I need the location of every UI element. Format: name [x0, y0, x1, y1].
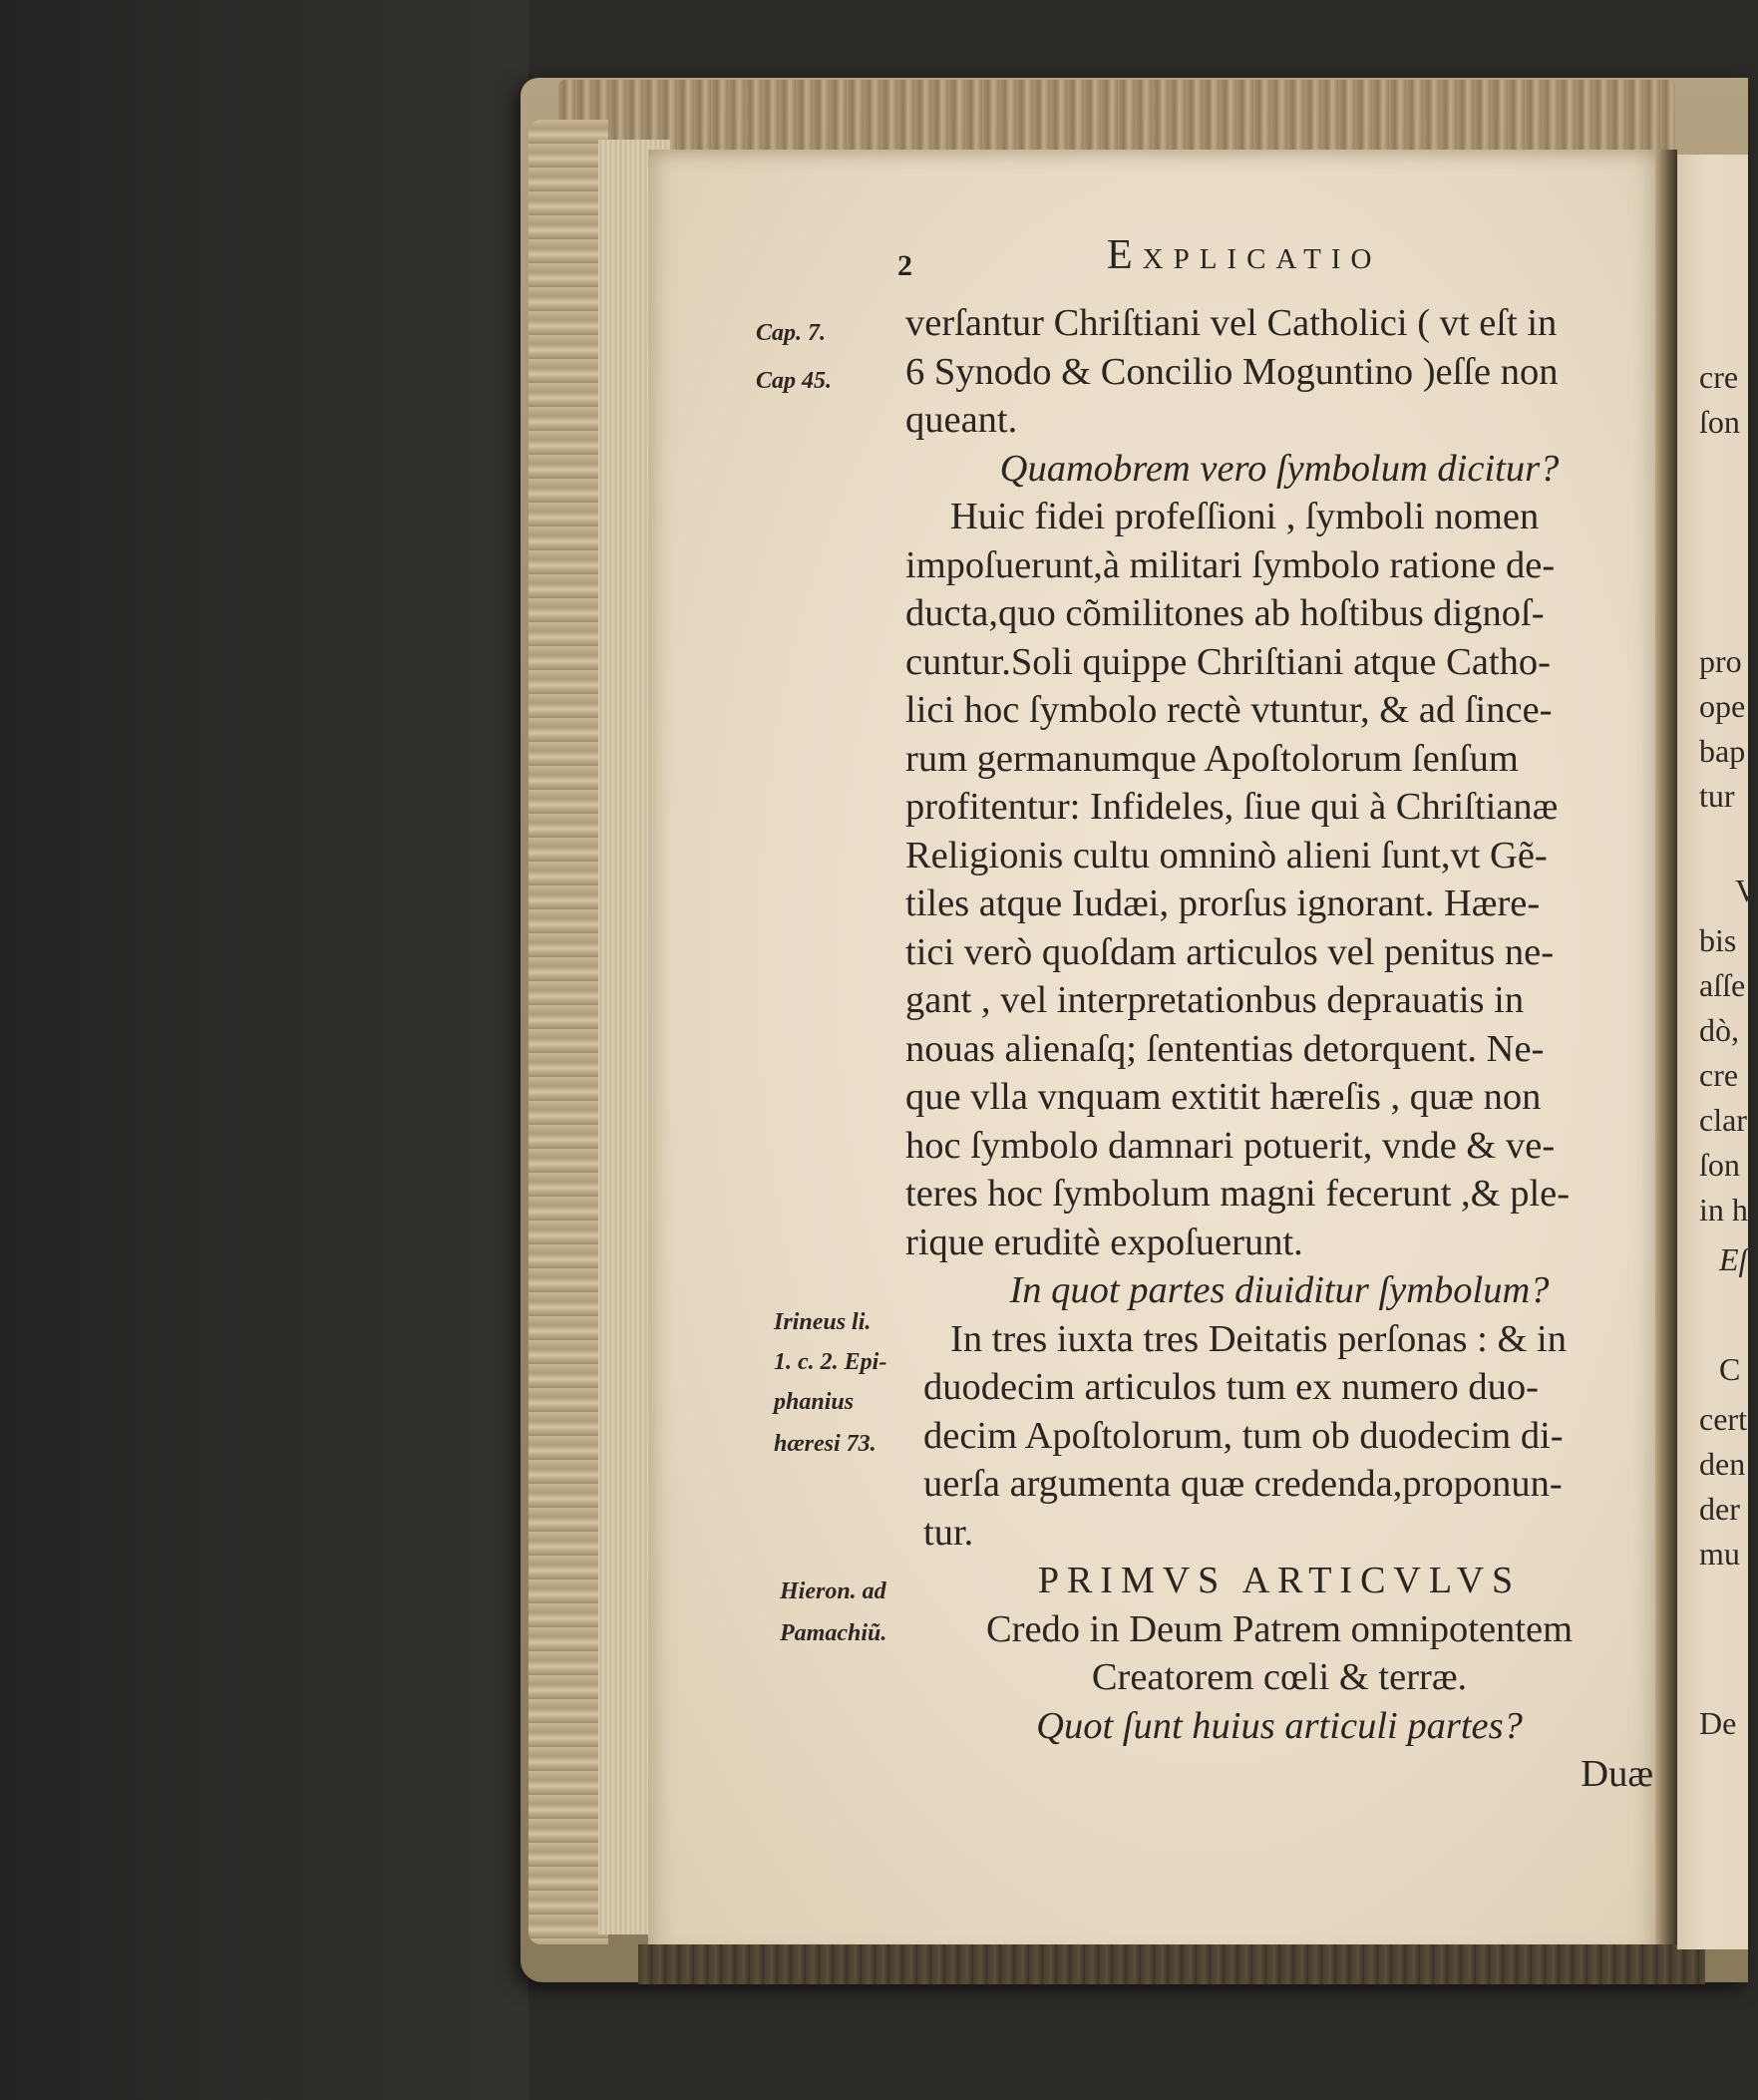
margin-note: Pamachiũ.	[780, 1620, 887, 1646]
text-line: rique eruditè expoſuerunt.	[905, 1221, 1303, 1263]
facing-page-text: cre	[1699, 359, 1739, 395]
facing-page-text: bis	[1699, 922, 1737, 958]
book-spine-edge	[528, 120, 608, 1944]
text-line: Huic fidei profeſſioni , ſymboli nomen	[950, 496, 1540, 537]
text-line: cuntur.Soli quippe Chriſtiani atque Catho-	[905, 640, 1551, 683]
facing-page-text: ſon	[1699, 404, 1740, 440]
question-heading: Quamobrem vero ſymbolum dicitur?	[999, 447, 1560, 490]
right-page-fragment	[1677, 155, 1758, 1949]
margin-note: Hieron. ad	[780, 1578, 886, 1604]
facing-page-text: V	[1735, 873, 1758, 908]
facing-page-text: in h	[1699, 1192, 1748, 1227]
facing-page-text: pro	[1699, 643, 1742, 679]
text-line: nouas alienaſq; ſententias detorquent. Ne-	[905, 1027, 1545, 1070]
facing-page-text: De	[1699, 1705, 1737, 1741]
facing-page-text: C	[1719, 1351, 1741, 1387]
text-line: gant , vel interpretationbus deprauatis in	[905, 979, 1525, 1021]
text-line: teres hoc ſymbolum magni fecerunt ,& ple-	[905, 1173, 1571, 1215]
text-line: decim Apoſtolorum, tum ob duodecim di-	[923, 1414, 1564, 1457]
text-line: Religionis cultu omninò alieni ſunt,vt Gẽ-	[905, 834, 1548, 876]
text-line: queant.	[905, 399, 1018, 441]
margin-note: Irineus li.	[774, 1309, 872, 1335]
facing-page-text: ope	[1699, 688, 1746, 724]
text-line: duodecim articulos tum ex numero duo-	[923, 1366, 1539, 1408]
facing-page-text: ſon	[1699, 1147, 1740, 1183]
creed-line: Creatorem cœli & terræ.	[1091, 1656, 1468, 1698]
text-line: lici hoc ſymbolo rectè vtuntur, & ad ſince-	[905, 689, 1553, 731]
text-line: tiles atque Iudæi, prorſus ignorant. Hære-	[905, 882, 1541, 924]
facing-page-text: bap	[1699, 733, 1746, 769]
facing-page-text: clar	[1699, 1102, 1747, 1138]
margin-note: hæresi 73.	[774, 1431, 877, 1457]
text-line: hoc ſymbolo damnari potuerit, vnde & ve-	[905, 1124, 1556, 1167]
text-line: impoſuerunt,à militari ſymbolo ratione de-	[905, 543, 1556, 586]
article-heading: PRIMVS ARTICVLVS	[1037, 1560, 1522, 1601]
text-line: que vlla vnquam extitit hæreſis , quæ non	[905, 1076, 1542, 1118]
facing-page-text: tur	[1699, 778, 1735, 814]
creed-line: Credo in Deum Patrem omnipotentem	[985, 1607, 1574, 1650]
book-gutter	[1655, 150, 1677, 1959]
book-bottom-edge	[638, 1944, 1705, 1984]
facing-page-text: cert	[1699, 1401, 1747, 1437]
page-number: 2	[897, 249, 912, 282]
text-line: In tres iuxta tres Deitatis perſonas : & in	[950, 1317, 1567, 1360]
margin-note: Cap. 7.	[756, 320, 827, 346]
text-line: 6 Synodo & Concilio Moguntino )eſſe non	[905, 350, 1559, 393]
text-line: uerſa argumenta quæ credenda,proponun-	[923, 1463, 1563, 1505]
catchword: Duæ	[1581, 1753, 1653, 1795]
table-background	[0, 0, 528, 2100]
facing-page-text: mu	[1699, 1536, 1740, 1572]
margin-note: phanius	[774, 1389, 855, 1415]
text-line: tur.	[923, 1511, 974, 1554]
facing-page-text: dò,	[1699, 1012, 1739, 1048]
facing-page-text: aſſe	[1699, 967, 1746, 1003]
facing-page-text: der	[1699, 1491, 1740, 1527]
book-top-edge	[558, 80, 1675, 150]
facing-page-text: Eſ	[1719, 1241, 1748, 1277]
text-line: rum germanumque Apoſtolorum ſenſum	[905, 737, 1519, 780]
text-line: profitentur: Infideles, ſiue qui à Chriſtianæ	[905, 786, 1559, 828]
facing-page-text: cre	[1699, 1057, 1739, 1093]
facing-page-text: den	[1699, 1446, 1746, 1482]
text-line: tici verò quoſdam articulos vel penitus ne-	[905, 930, 1555, 973]
main-text	[905, 299, 1653, 1799]
running-head: Explicatio	[1107, 232, 1382, 278]
text-line: ducta,quo cõmilitones ab hoſtibus dignoſ-	[905, 592, 1545, 634]
question-heading: Quot ſunt huius articuli partes?	[1036, 1704, 1523, 1747]
margin-note: 1. c. 2. Epi-	[774, 1349, 887, 1375]
margin-note: Cap 45.	[756, 368, 833, 394]
question-heading: In quot partes diuiditur ſymbolum?	[1009, 1269, 1550, 1311]
text-line: verſantur Chriſtiani vel Catholici ( vt eſt in	[905, 302, 1558, 344]
